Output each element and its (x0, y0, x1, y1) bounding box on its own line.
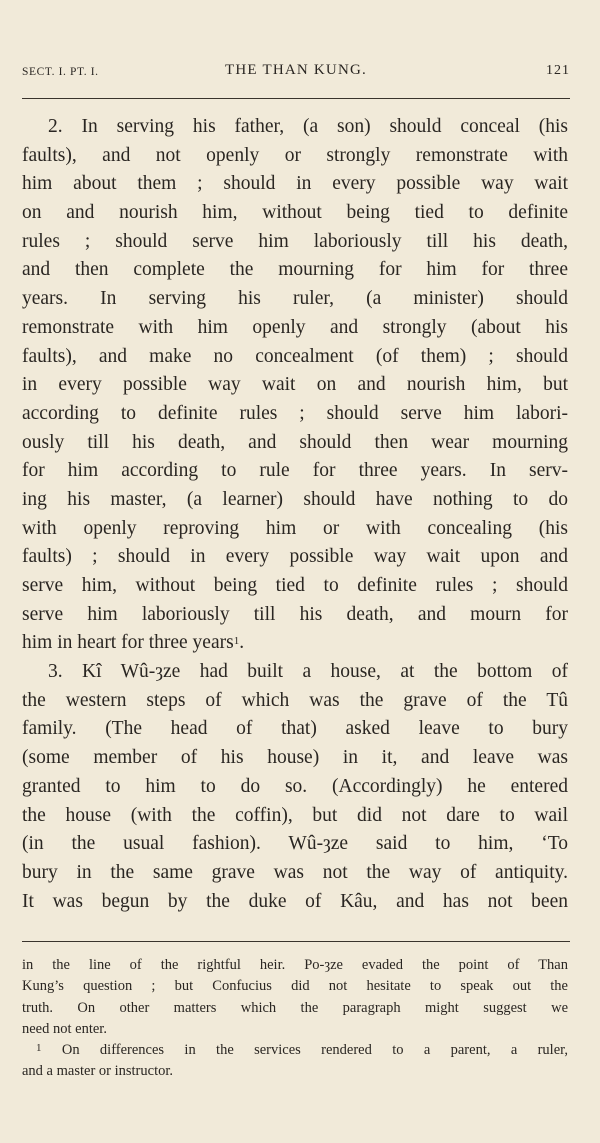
page-number: 121 (546, 63, 570, 78)
text-line: the house (with the coffin), but did not dare to wail (22, 804, 568, 826)
text-line: him in heart for three years$^1$. (22, 632, 245, 654)
footnote-line: need not enter. (22, 1020, 107, 1037)
footnote-rule (22, 941, 570, 942)
text-line: and then complete the mourning for him for three (22, 259, 568, 281)
text-line: granted to him to do so. (Accordingly) he entered (22, 775, 568, 797)
text-line: remonstrate with him openly and strongly (about his (22, 316, 568, 338)
text-line: for him according to rule for three years. In serv- (22, 460, 568, 482)
text-line: It was begun by the duke of Kâu, and has not been (22, 890, 568, 912)
text-line: faults) ; should in every possible way wait upon and (22, 546, 568, 568)
text-line: faults), and not openly or strongly remonstrate with (22, 144, 568, 166)
section-label: SECT. I. PT. I. (22, 66, 99, 78)
footnotes (22, 955, 568, 1083)
text-line: him about them ; should in every possible way wait (22, 173, 568, 195)
text-line: according to definite rules ; should serve him labori- (22, 402, 568, 424)
text-line: faults), and make no concealment (of them) ; should (22, 345, 568, 367)
header-rule (22, 98, 570, 99)
running-title: THE THAN KUNG. (225, 62, 367, 78)
text-line: 3. Kî Wû-ȝze had built a house, at the bottom of (48, 661, 568, 683)
footnote-line: truth. On other matters which the paragraph might suggest we (22, 999, 568, 1016)
text-line: 2. In serving his father, (a son) should conceal (his (48, 116, 568, 137)
text-line: in every possible way wait on and nourish him, but (22, 374, 568, 396)
text-line: the western steps of which was the grave of the Tû (22, 689, 568, 711)
footnote-line: Kung’s question ; but Confucius did not hesitate to speak out the (22, 978, 568, 995)
text-line: family. (The head of that) asked leave to bury (22, 718, 568, 740)
text-line: (in the usual fashion). Wû-ȝze said to him, ‘To (22, 833, 568, 855)
text-line: on and nourish him, without being tied to definite (22, 202, 568, 224)
footnote-line: in the line of the rightful heir. Po-ȝze evaded the point of Than (22, 957, 568, 973)
footnote-marker: 1 (233, 635, 240, 648)
footnote-line: $^1$ On differences in the services rendered to a parent, a ruler, (36, 1042, 569, 1059)
text-line: ing his master, (a learner) should have nothing to do (22, 488, 568, 510)
footnote-line: and a master or instructor. (22, 1063, 173, 1080)
text-line: bury in the same grave was not the way of antiquity. (22, 861, 568, 883)
text-line: years. In serving his ruler, (a minister) should (22, 288, 568, 310)
text-line: (some member of his house) in it, and leave was (22, 747, 568, 769)
text-line: serve him laboriously till his death, and mourn for (22, 603, 568, 625)
footnote-marker: 1 (36, 1042, 42, 1055)
text-line: serve him, without being tied to definite rules ; should (22, 575, 568, 596)
text-line: with openly reproving him or with concealing (his (22, 517, 568, 539)
text-line: ously till his death, and should then wear mourning (22, 431, 568, 453)
main-text (22, 113, 568, 916)
text-line: rules ; should serve him laboriously till his death, (22, 230, 568, 252)
running-header (22, 62, 570, 86)
